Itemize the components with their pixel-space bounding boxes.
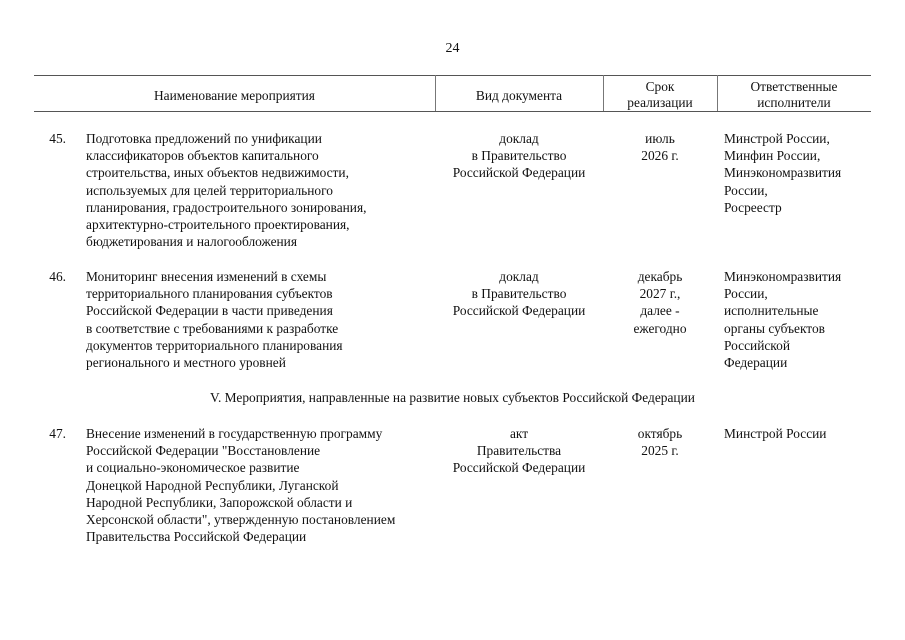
row-name: Мониторинг внесения изменений в схемы территориального планирования субъектов Российской Федерации в части приведения в соответствие с требованиями к разработке документов территориального планирования регионального и местного уровней — [86, 269, 343, 371]
page-number: 24 — [445, 41, 460, 56]
row-deadline: июль 2026 г. — [641, 131, 679, 164]
row-number: 46. — [49, 269, 66, 284]
table-header-top-border — [34, 75, 871, 76]
row-executors: Минэкономразвития России, исполнительные органы субъектов Российской Федерации — [724, 269, 842, 371]
section-title: V. Мероприятия, направленные на развитие новых субъектов Российской Федерации — [210, 390, 695, 405]
table-header-bottom-border — [34, 111, 871, 112]
row-executors: Минстрой России — [724, 426, 827, 441]
row-name: Подготовка предложений по унификации классификаторов объектов капитального строительства, иных объектов недвижимости, используемых для целей территориального планирования, градостроительного зонирования, архитектурно-строительного проектирования, бюджетирования и налогообложения — [86, 131, 367, 250]
row-deadline: декабрь 2027 г., далее - ежегодно — [633, 269, 687, 336]
row-deadline: октябрь 2025 г. — [637, 426, 683, 459]
row-name: Внесение изменений в государственную программу Российской Федерации "Восстановление и социально-экономическое развитие Донецкой Народной Республики, Луганской Народной Республики, Запорожской области и Херсонской области", утвержденную постановлением Правительства Российской Федерации — [86, 426, 396, 545]
header-name: Наименование мероприятия — [154, 88, 315, 103]
row-executors: Минстрой России, Минфин России, Минэкономразвития России, Росреестр — [724, 131, 842, 215]
row-document: доклад в Правительство Российской Федерации — [452, 131, 586, 181]
header-deadline: Срок реализации — [627, 79, 693, 110]
row-number: 47. — [49, 426, 66, 441]
header-executors: Ответственные исполнители — [750, 79, 838, 110]
row-document: доклад в Правительство Российской Федерации — [452, 269, 586, 319]
header-document: Вид документа — [475, 88, 563, 103]
row-document: акт Правительства Российской Федерации — [452, 426, 586, 476]
row-number: 45. — [49, 131, 66, 146]
